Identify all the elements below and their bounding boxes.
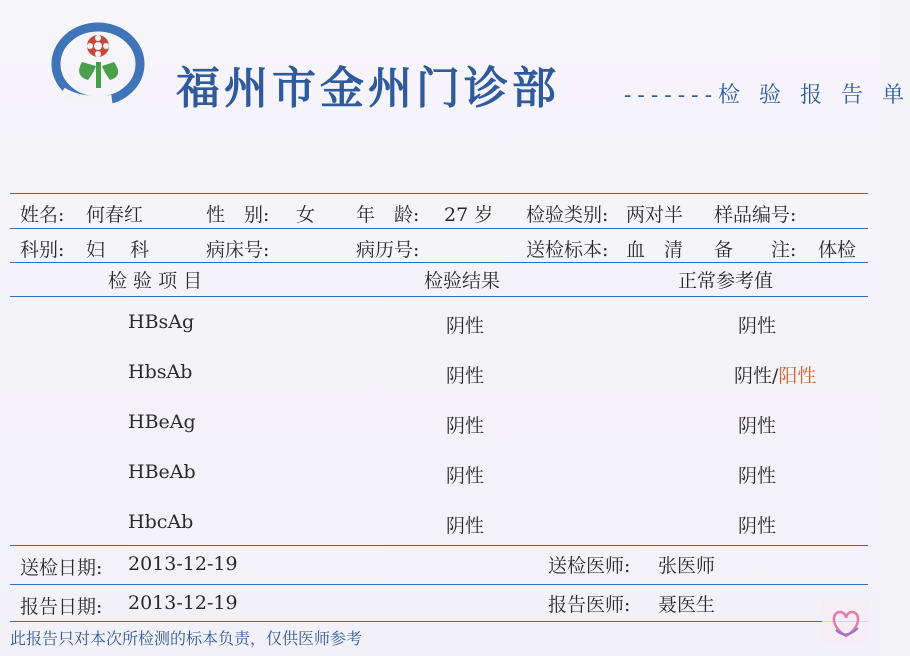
test-item: HBeAb (128, 461, 196, 483)
reference-negative: 阴性/ (734, 365, 779, 387)
dept-label: 科别: (20, 239, 65, 261)
specimen-label: 送检标本: (526, 239, 609, 261)
reference-positive: 阳性 (778, 365, 817, 387)
test-item: HbsAb (128, 361, 193, 383)
note-value: 体检 (818, 239, 857, 261)
report-doctor: 聂医生 (658, 594, 716, 616)
clinic-logo-icon (52, 22, 148, 106)
report-date: 2013-12-19 (128, 592, 238, 614)
test-result: 阴性 (446, 515, 485, 537)
sample-no-label: 样品编号: (714, 204, 797, 226)
dept-value: 妇 科 (86, 239, 150, 261)
submit-doctor-label: 送检医师: (548, 555, 631, 577)
test-type-value: 两对半 (626, 204, 684, 226)
hospital-name: 福州市金州门诊部 (176, 63, 560, 114)
report-doctor-label: 报告医师: (548, 594, 631, 616)
divider-line (10, 228, 868, 229)
reference-value: 阴性 (738, 465, 777, 487)
divider-line (10, 193, 868, 194)
divider-line (10, 621, 868, 622)
test-type-label: 检验类别: (526, 204, 609, 226)
header-reference: 正常参考值 (678, 270, 774, 292)
bed-label: 病床号: (206, 239, 270, 261)
test-result: 阴性 (446, 365, 485, 387)
header-test-item: 检 验 项 目 (108, 270, 203, 292)
submit-date: 2013-12-19 (128, 553, 238, 575)
report-date-label: 报告日期: (20, 596, 103, 618)
patient-info-row-1 (0, 196, 880, 228)
divider-line (10, 545, 868, 546)
test-item: HbcAb (128, 511, 194, 533)
age-value: 27 岁 (444, 204, 494, 226)
name-label: 姓名: (20, 204, 65, 226)
header-test-result: 检验结果 (424, 270, 501, 292)
specimen-value: 血 清 (626, 239, 684, 261)
gender-value: 女 (296, 204, 316, 226)
document-title: -------检 验 报 告 单 (624, 83, 910, 108)
disclaimer-text: 此报告只对本次所检测的标本负责，仅供医师参考 (10, 629, 363, 648)
test-result: 阴性 (446, 315, 485, 337)
test-item: HBeAg (128, 411, 196, 433)
divider-line (10, 296, 868, 297)
note-label: 备 注: (714, 239, 797, 261)
divider-line (10, 584, 868, 585)
reference-value (734, 361, 816, 388)
heart-watermark-icon (822, 600, 870, 644)
test-result: 阴性 (446, 465, 485, 487)
patient-info-row-2 (0, 231, 880, 263)
record-label: 病历号: (356, 239, 420, 261)
name-value: 何春红 (86, 204, 144, 226)
test-result: 阴性 (446, 415, 485, 437)
test-item: HBsAg (128, 311, 195, 333)
submit-doctor: 张医师 (658, 555, 716, 577)
submit-date-label: 送检日期: (20, 557, 103, 579)
reference-value: 阴性 (738, 315, 777, 337)
gender-label: 性 别: (206, 204, 270, 226)
age-label: 年 龄: (356, 204, 420, 226)
reference-value: 阴性 (738, 415, 777, 437)
reference-value: 阴性 (738, 515, 777, 537)
